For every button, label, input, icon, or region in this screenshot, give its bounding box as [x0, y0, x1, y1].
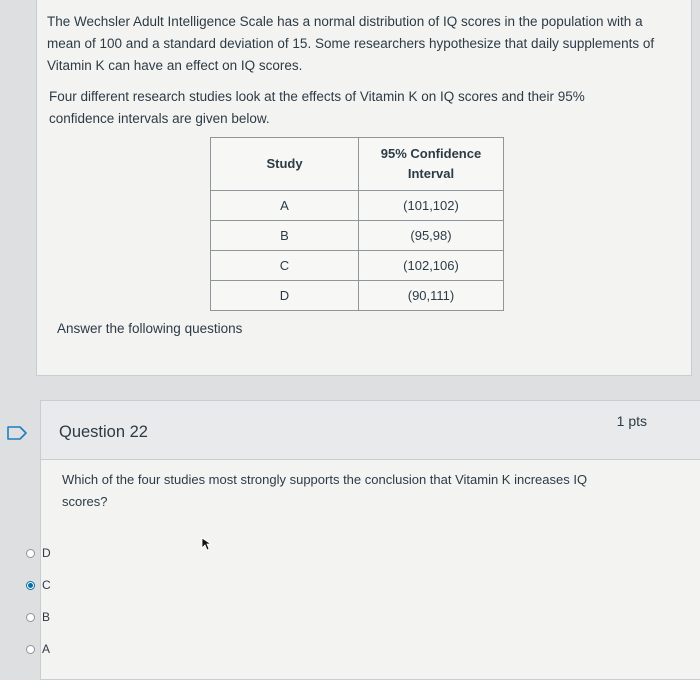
question-header	[41, 401, 700, 460]
table-cell-study: D	[211, 281, 359, 311]
question-card	[40, 400, 700, 680]
answer-prompt: Answer the following questions	[57, 321, 243, 336]
mouse-cursor-icon	[201, 537, 213, 551]
table-cell-interval: (101,102)	[359, 191, 504, 221]
answer-option-d[interactable]	[26, 543, 51, 563]
confidence-interval-table	[210, 137, 504, 311]
intro-paragraph-2: Four different research studies look at the effects of Vitamin K on IQ scores and their 95% confidence intervals are given below.	[49, 89, 585, 126]
answer-option-a[interactable]	[26, 639, 50, 659]
table-cell-interval: (90,111)	[359, 281, 504, 311]
question-points: 1 pts	[616, 413, 647, 429]
option-label: C	[42, 578, 51, 592]
answer-option-c[interactable]	[26, 575, 51, 595]
table-row	[211, 221, 504, 251]
radio-button[interactable]	[26, 613, 35, 622]
question-stem-card	[36, 0, 692, 376]
option-label: B	[42, 610, 51, 624]
intro-paragraph-1: The Wechsler Adult Intelligence Scale has a normal distribution of IQ scores in the population with a mean of 100 and a standard deviation of 15. Some researchers hypothesize that daily supplements of Vitamin K can have an effect on IQ scores.	[47, 14, 655, 73]
table-row	[211, 251, 504, 281]
radio-button-selected[interactable]	[26, 581, 35, 590]
table-row	[211, 281, 504, 311]
question-title: Question 22	[59, 423, 148, 441]
table-cell-study: A	[211, 191, 359, 221]
answer-option-b[interactable]	[26, 607, 50, 627]
table-cell-interval: (95,98)	[359, 221, 504, 251]
table-header-interval: 95% Confidence Interval	[359, 138, 504, 191]
radio-button[interactable]	[26, 645, 35, 654]
flag-question-icon[interactable]	[6, 425, 28, 441]
option-label: D	[42, 546, 51, 560]
table-row	[211, 191, 504, 221]
table-header-study: Study	[211, 138, 359, 191]
question-text: Which of the four studies most strongly supports the conclusion that Vitamin K increases IQ scores?	[62, 472, 588, 509]
table-cell-study: B	[211, 221, 359, 251]
table-cell-study: C	[211, 251, 359, 281]
table-cell-interval: (102,106)	[359, 251, 504, 281]
radio-button[interactable]	[26, 549, 35, 558]
option-label: A	[42, 642, 51, 656]
